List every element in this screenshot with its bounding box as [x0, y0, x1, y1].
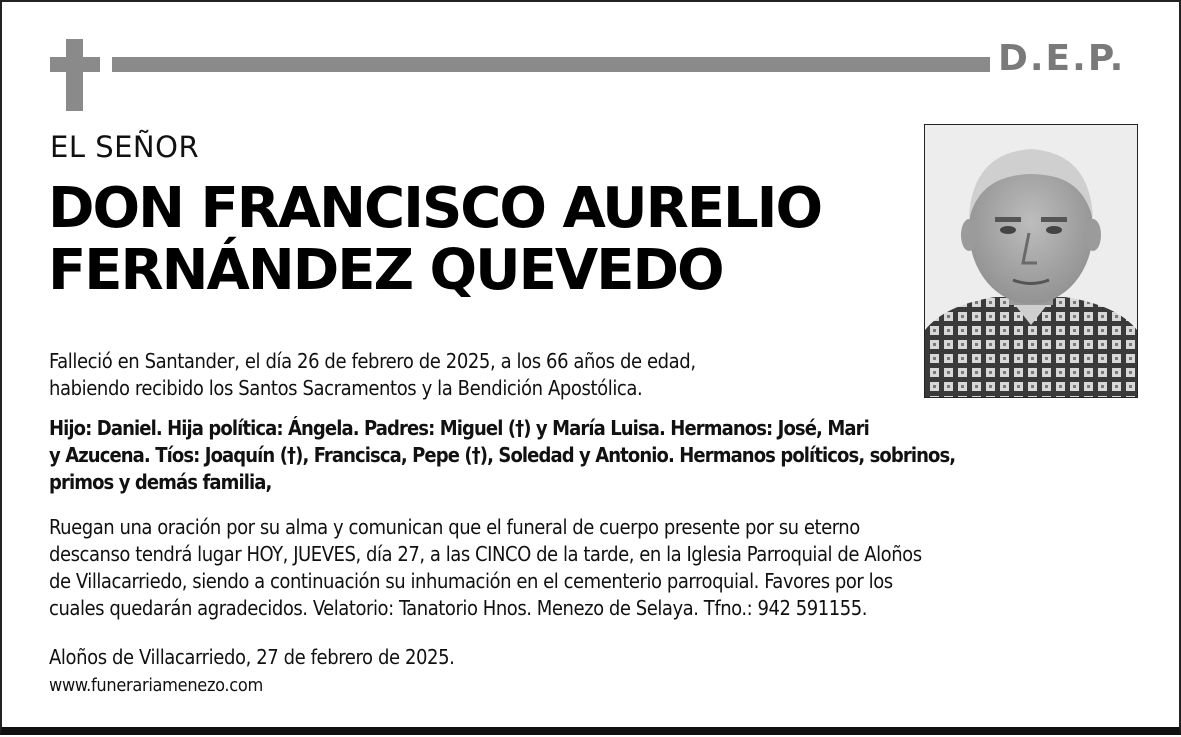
website-link[interactable]: www.funerariamenezo.com — [49, 675, 263, 696]
intro-line-2: habiendo recibido los Santos Sacramentos y la Bendición Apostólica. — [49, 376, 643, 400]
cross-icon — [50, 39, 100, 111]
funeral-details — [49, 514, 1144, 622]
family-line-1: Hijo: Daniel. Hija política: Ángela. Padres: Miguel (†) y María Luisa. Hermanos: José, Mari — [49, 416, 869, 440]
body-line-1: Ruegan una oración por su alma y comunican que el funeral de cuerpo presente por su eterno — [49, 515, 860, 539]
death-announcement — [49, 348, 909, 402]
dateline: Aloños de Villacarriedo, 27 de febrero de 2025. — [49, 645, 455, 669]
deceased-title: EL SEÑOR — [50, 130, 200, 164]
deceased-photo — [924, 124, 1138, 398]
deceased-name — [48, 178, 821, 302]
dep-label: D.E.P. — [998, 38, 1126, 79]
intro-line-1: Falleció en Santander, el día 26 de febrero de 2025, a los 66 años de edad, — [49, 349, 696, 373]
body-line-4: cuales quedarán agradecidos. Velatorio: Tanatorio Hnos. Menezo de Selaya. Tfno.: 942 591155. — [49, 596, 867, 620]
portrait-image — [925, 125, 1137, 397]
body-line-2: descanso tendrá lugar HOY, JUEVES, día 27, a las CINCO de la tarde, en la Iglesia Parroquial de Aloños — [49, 542, 922, 566]
family-list — [49, 415, 1139, 496]
family-line-3: primos y demás familia, — [49, 470, 272, 494]
body-line-3: de Villacarriedo, siendo a continuación su inhumación en el cementerio parroquial. Favores por los — [49, 569, 893, 593]
header-rule — [112, 57, 990, 72]
name-line-1: DON FRANCISCO AURELIO — [48, 176, 822, 241]
name-line-2: FERNÁNDEZ QUEVEDO — [48, 238, 723, 303]
family-line-2: y Azucena. Tíos: Joaquín (†), Francisca, Pepe (†), Soledad y Antonio. Hermanos políticos, sobrinos, — [49, 443, 956, 467]
